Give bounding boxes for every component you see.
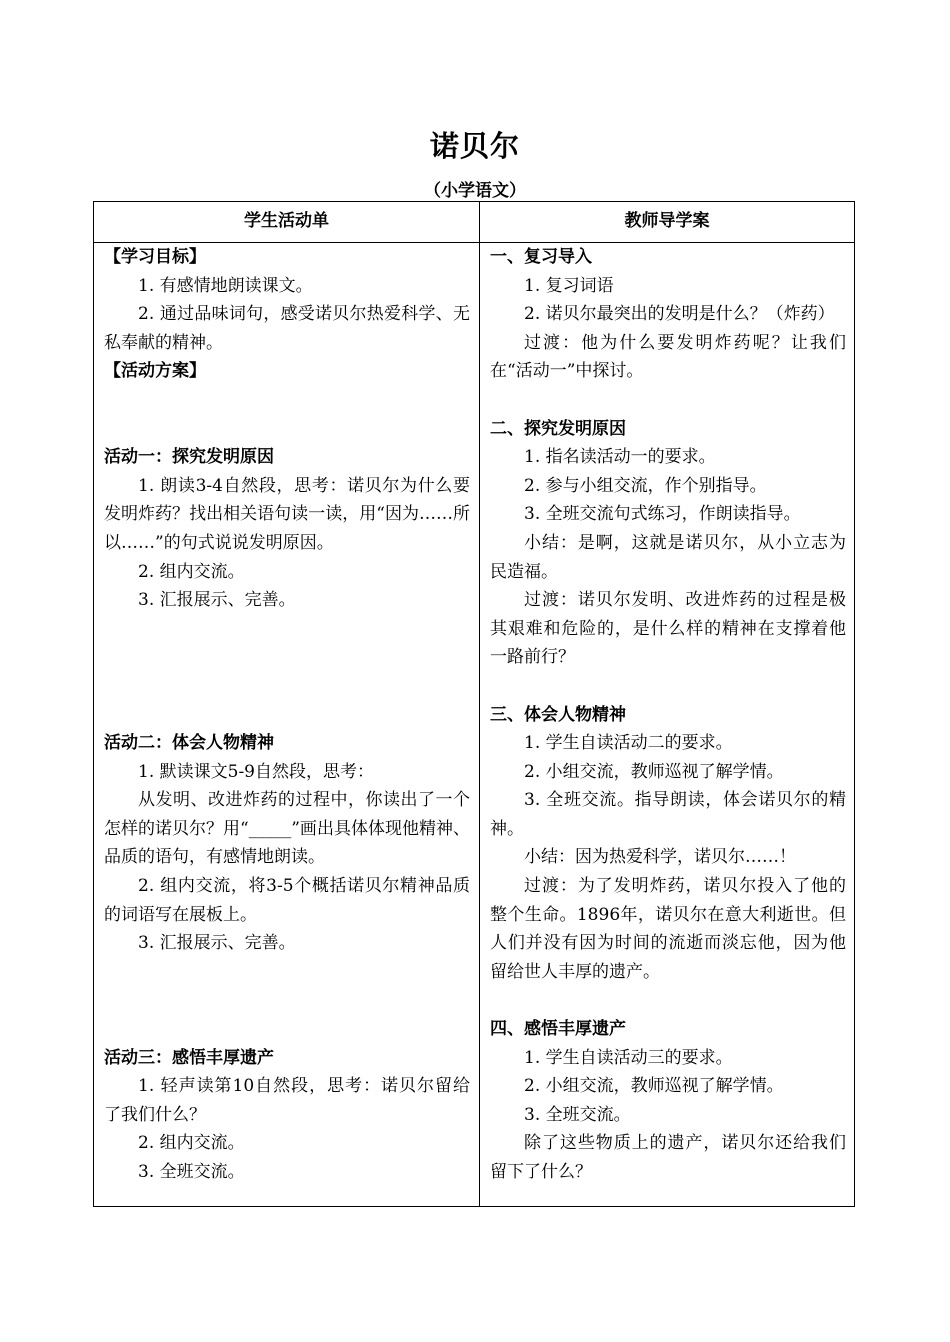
activity-item: 1. 轻声读第10自然段，思考：诺贝尔留给了我们什么？	[104, 1076, 470, 1125]
summary-text: 小结：是啊，这就是诺贝尔，从小立志为民造福。	[490, 532, 846, 582]
page-title: 诺贝尔	[429, 129, 520, 163]
section-item: 2. 参与小组交流，作个别指导。	[524, 475, 767, 496]
activity-item: 3. 汇报展示、完善。	[138, 590, 296, 611]
section-item: 3. 全班交流。	[524, 1104, 631, 1125]
section-heading: 三、体会人物精神	[490, 704, 626, 725]
section-heading: 四、感悟丰厚遗产	[490, 1019, 626, 1040]
summary-text: 小结：因为热爱科学，诺贝尔……！	[524, 847, 796, 868]
activity-item: 2. 组内交流。	[138, 1133, 245, 1154]
teacher-guide-column	[490, 243, 846, 1187]
section-heading: 一、复习导入	[490, 247, 592, 267]
goal-item: 1. 有感情地朗读课文。	[138, 275, 313, 296]
activity-heading: 活动二：体会人物精神	[104, 733, 274, 754]
plan-heading: 【活动方案】	[104, 361, 206, 382]
section-item: 3. 全班交流句式练习，作朗读指导。	[524, 504, 801, 525]
activity-heading: 活动一：探究发明原因	[104, 447, 274, 468]
column-divider	[479, 202, 480, 1206]
lesson-table	[93, 201, 855, 1207]
section-heading: 二、探究发明原因	[490, 418, 626, 439]
section-item: 1. 学生自读活动二的要求。	[524, 733, 733, 754]
student-activity-column	[104, 243, 470, 1187]
section-item: 1. 学生自读活动三的要求。	[524, 1047, 733, 1068]
section-item: 2. 小组交流，教师巡视了解学情。	[524, 1076, 784, 1097]
transition-text: 过渡：诺贝尔发明、改进炸药的过程是极其艰难和危险的，是什么样的精神在支撑着他一路前行？	[490, 590, 846, 668]
activity-item: 3. 汇报展示、完善。	[138, 933, 296, 954]
activity-item: 从发明、改进炸药的过程中，你读出了一个怎样的诺贝尔？用“_____”画出具体体现他精神、品质的语句，有感情地朗读。	[104, 790, 470, 868]
section-item: 3. 全班交流。指导朗读，体会诺贝尔的精神。	[490, 790, 846, 839]
section-item: 2. 诺贝尔最突出的发明是什么？（炸药）	[524, 304, 835, 325]
activity-item: 1. 默读课文5-9自然段，思考：	[138, 761, 374, 782]
activity-item: 3. 全班交流。	[138, 1162, 245, 1183]
section-item: 1. 复习词语	[524, 275, 614, 296]
section-item: 1. 指名读活动一的要求。	[524, 447, 716, 468]
left-column-header: 学生活动单	[244, 211, 329, 231]
transition-text: 过渡：为了发明炸药，诺贝尔投入了他的整个生命。1896年，诺贝尔在意大利逝世。但人们并没有因为时间的流逝而淡忘他，因为他留给世人丰厚的遗产。	[490, 876, 846, 982]
section-item: 2. 小组交流，教师巡视了解学情。	[524, 761, 784, 782]
activity-item: 2. 组内交流。	[138, 561, 245, 582]
goal-heading: 【学习目标】	[104, 247, 206, 267]
activity-item: 2. 组内交流，将3-5个概括诺贝尔精神品质的词语写在展板上。	[104, 876, 470, 925]
page-subtitle: （小学语文）	[424, 181, 526, 201]
transition-text: 除了这些物质上的遗产，诺贝尔还给我们留下了什么？	[490, 1133, 846, 1182]
activity-item: 1. 朗读3-4自然段，思考：诺贝尔为什么要发明炸药？找出相关语句读一读，用“因为……所以……”的句式说说发明原因。	[104, 475, 470, 553]
goal-item: 2. 通过品味词句，感受诺贝尔热爱科学、无私奉献的精神。	[104, 304, 470, 353]
transition-text: 过渡：他为什么要发明炸药呢？让我们在“活动一”中探讨。	[490, 332, 846, 382]
activity-heading: 活动三：感悟丰厚遗产	[104, 1047, 274, 1068]
right-column-header: 教师导学案	[624, 211, 710, 231]
